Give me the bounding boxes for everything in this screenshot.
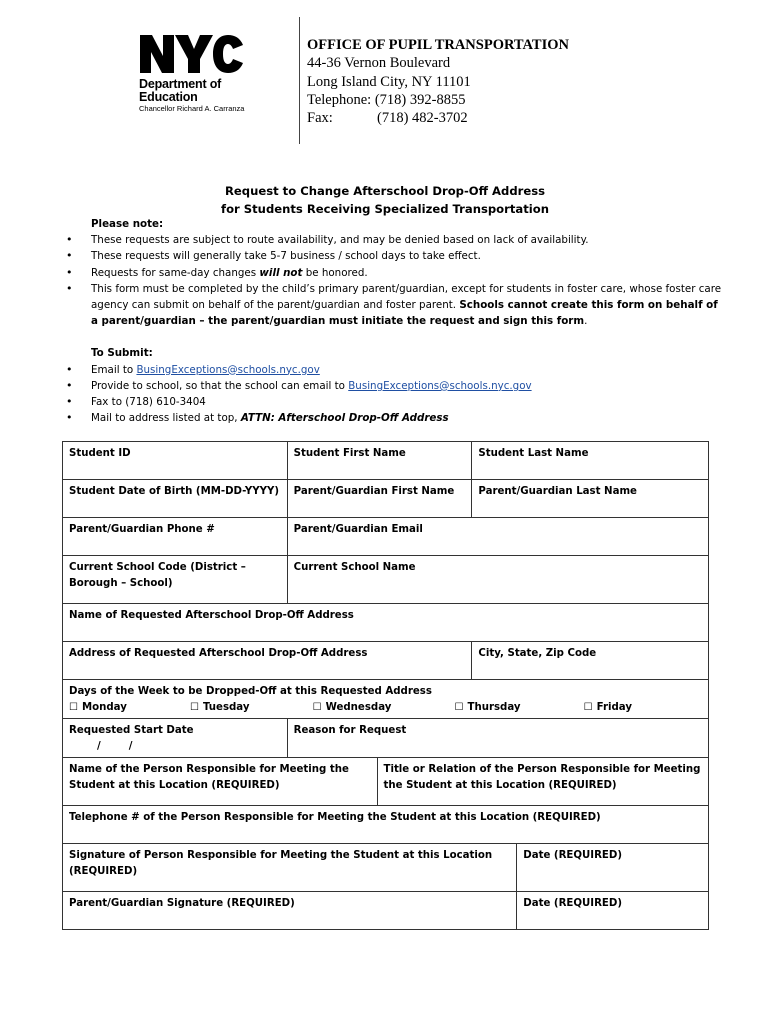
to-submit-heading: To Submit: xyxy=(91,347,153,360)
school-name-field[interactable]: Current School Name xyxy=(287,556,708,604)
days-checkbox-row xyxy=(69,700,702,716)
requested-address-name-field[interactable]: Name of Requested Afterschool Drop-Off Address xyxy=(63,604,709,642)
telephone-line: Telephone: (718) 392-8855 xyxy=(307,91,466,108)
form-title-line1: Request to Change Afterschool Drop-Off Address xyxy=(224,184,546,198)
date-slash: / xyxy=(128,740,133,752)
email-link[interactable]: BusingExceptions@schools.nyc.gov xyxy=(136,363,320,376)
school-email-link[interactable]: BusingExceptions@schools.nyc.gov xyxy=(348,379,532,392)
student-id-field[interactable]: Student ID xyxy=(63,442,288,480)
note-text: . xyxy=(584,315,588,328)
submit-text: Provide to school, so that the school can email to xyxy=(91,379,349,392)
department-name-line2: Education xyxy=(139,90,198,104)
form-title-line2: for Students Receiving Specialized Transportation xyxy=(221,202,549,216)
day-label: Monday xyxy=(81,701,127,713)
note-bold-text: Schools cannot create this form on behalf of a parent/guardian – the parent/guardian must initiate the request and sign this form xyxy=(91,299,718,328)
student-first-name-field[interactable]: Student First Name xyxy=(287,442,472,480)
nyc-logo-mark xyxy=(139,34,245,74)
nyc-doe-logo xyxy=(139,34,259,124)
fax-label: Fax: xyxy=(307,110,333,127)
note-text: This form must be completed by the child’s primary parent/guardian, except for students in foster care, whose foster care agency can submit on behalf of the parent/guardian and foster parent. xyxy=(91,282,722,312)
note-item: • These requests will generally take 5-7 business / school days to take effect. xyxy=(62,248,722,264)
submit-text: Mail to address listed at top, xyxy=(91,412,241,425)
submit-item: • Fax to (718) 610-3404 xyxy=(62,394,722,410)
responsible-person-name-field[interactable]: Name of the Person Responsible for Meeting the Student at this Location (REQUIRED) xyxy=(63,758,378,806)
checkbox-icon[interactable]: ☐ xyxy=(312,701,322,713)
checkbox-icon[interactable]: ☐ xyxy=(69,701,78,713)
day-label: Thursday xyxy=(467,701,521,713)
pg-signature-field[interactable]: Parent/Guardian Signature (REQUIRED) xyxy=(63,892,517,930)
day-label: Wednesday xyxy=(325,701,392,713)
day-checkbox-friday[interactable] xyxy=(584,700,632,716)
submit-list xyxy=(62,362,722,427)
mail-attn: ATTN: Afterschool Drop-Off Address xyxy=(240,412,449,425)
city-state-zip-field[interactable]: City, State, Zip Code xyxy=(472,642,709,680)
start-date-field[interactable] xyxy=(63,719,288,758)
submit-item xyxy=(62,410,722,426)
fax-number: (718) 482-3702 xyxy=(377,110,468,127)
day-label: Friday xyxy=(596,701,632,713)
pg-first-name-field[interactable]: Parent/Guardian First Name xyxy=(287,480,472,518)
office-address-block xyxy=(307,36,569,127)
responsible-person-title-field[interactable]: Title or Relation of the Person Responsible for Meeting the Student at this Location (REQUIRED) xyxy=(377,758,709,806)
address-line2: Long Island City, NY 11101 xyxy=(307,73,471,90)
note-item xyxy=(62,281,722,330)
day-checkbox-tuesday[interactable] xyxy=(190,700,250,716)
responsible-person-phone-field[interactable]: Telephone # of the Person Responsible for Meeting the Student at this Location (REQUIRED) xyxy=(63,806,709,844)
submit-item xyxy=(62,362,722,378)
student-dob-field[interactable]: Student Date of Birth (MM-DD-YYYY) xyxy=(63,480,288,518)
department-name-line1: Department of xyxy=(139,77,222,91)
date-slashes xyxy=(69,739,281,755)
form-title xyxy=(0,182,770,218)
day-label: Tuesday xyxy=(202,701,250,713)
header-divider xyxy=(299,17,300,144)
checkbox-icon[interactable]: ☐ xyxy=(454,701,464,713)
start-date-label: Requested Start Date xyxy=(69,725,194,736)
note-text: be honored. xyxy=(302,266,368,279)
instructions xyxy=(62,216,722,426)
day-checkbox-monday[interactable] xyxy=(69,700,127,716)
days-label: Days of the Week to be Dropped-Off at this Requested Address xyxy=(69,686,432,697)
date-slash: / xyxy=(97,740,101,752)
note-item: • These requests are subject to route availability, and may be denied based on lack of availability. xyxy=(62,232,722,248)
note-item xyxy=(62,265,722,281)
submit-item xyxy=(62,378,722,394)
days-of-week-field xyxy=(63,680,709,719)
checkbox-icon[interactable]: ☐ xyxy=(583,701,593,713)
requested-address-field[interactable]: Address of Requested Afterschool Drop-Off Address xyxy=(63,642,472,680)
submit-text: Email to xyxy=(91,363,137,376)
checkbox-icon[interactable]: ☐ xyxy=(189,701,199,713)
office-title: OFFICE OF PUPIL TRANSPORTATION xyxy=(307,37,569,53)
address-line1: 44-36 Vernon Boulevard xyxy=(307,55,451,72)
please-note-heading: Please note: xyxy=(91,218,164,230)
responsible-signature-field[interactable]: Signature of Person Responsible for Meeting the Student at this Location (REQUIRED) xyxy=(63,844,517,892)
notes-list xyxy=(62,232,722,329)
pg-signature-date-field[interactable]: Date (REQUIRED) xyxy=(517,892,709,930)
responsible-signature-date-field[interactable]: Date (REQUIRED) xyxy=(517,844,709,892)
day-checkbox-wednesday[interactable] xyxy=(313,700,392,716)
note-emphasis: will not xyxy=(259,266,303,279)
pg-phone-field[interactable]: Parent/Guardian Phone # xyxy=(63,518,288,556)
pg-last-name-field[interactable]: Parent/Guardian Last Name xyxy=(472,480,709,518)
student-last-name-field[interactable]: Student Last Name xyxy=(472,442,709,480)
fax-line xyxy=(307,109,569,127)
school-code-field[interactable]: Current School Code (District – Borough – School) xyxy=(63,556,288,604)
chancellor-name: Chancellor Richard A. Carranza xyxy=(139,104,245,113)
pg-email-field[interactable]: Parent/Guardian Email xyxy=(287,518,708,556)
request-form-table xyxy=(62,441,709,930)
day-checkbox-thursday[interactable] xyxy=(455,700,521,716)
reason-field[interactable]: Reason for Request xyxy=(287,719,708,758)
note-text: Requests for same-day changes xyxy=(91,266,260,279)
